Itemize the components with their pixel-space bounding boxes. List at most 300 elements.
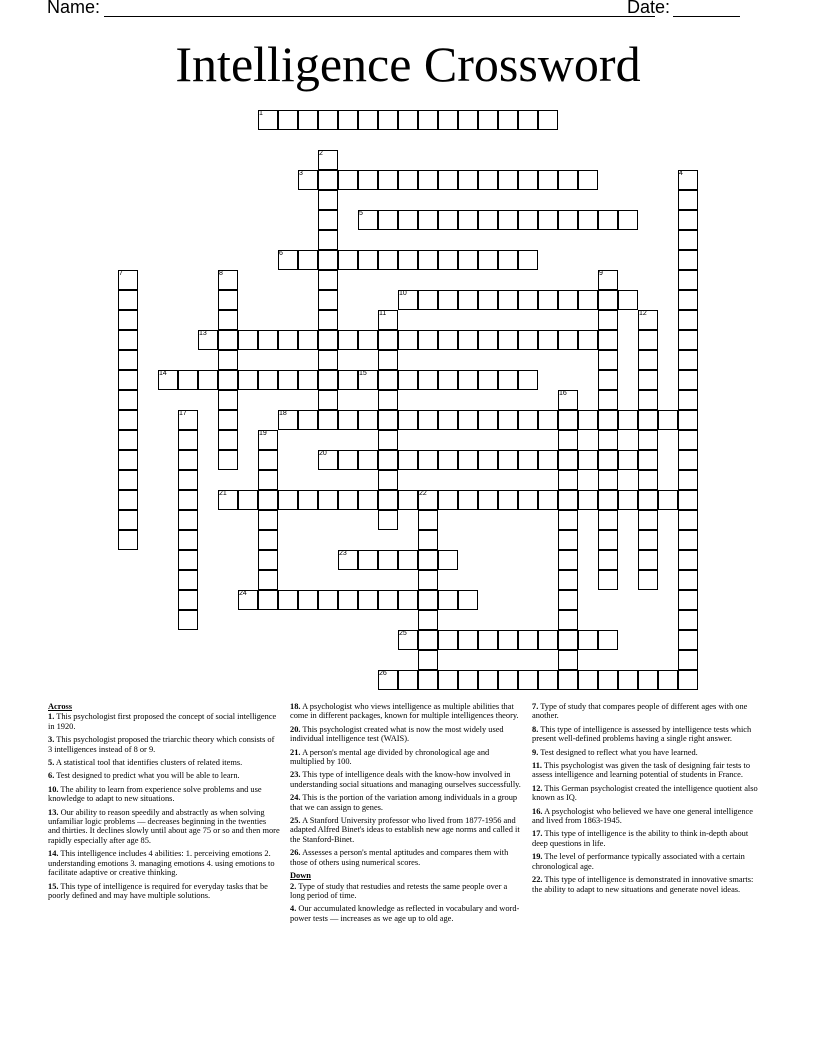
grid-cell[interactable] — [398, 250, 418, 270]
grid-cell[interactable] — [118, 330, 138, 350]
grid-cell[interactable] — [178, 510, 198, 530]
grid-cell[interactable] — [598, 450, 618, 470]
grid-cell[interactable] — [638, 350, 658, 370]
grid-cell[interactable] — [338, 450, 358, 470]
grid-cell[interactable] — [458, 370, 478, 390]
grid-cell[interactable] — [178, 370, 198, 390]
grid-cell[interactable] — [498, 370, 518, 390]
grid-cell[interactable] — [218, 430, 238, 450]
grid-cell[interactable] — [298, 410, 318, 430]
grid-cell[interactable] — [418, 610, 438, 630]
grid-cell[interactable] — [378, 590, 398, 610]
grid-cell[interactable] — [438, 330, 458, 350]
grid-cell[interactable] — [398, 670, 418, 690]
grid-cell[interactable] — [678, 190, 698, 210]
grid-cell[interactable] — [438, 250, 458, 270]
grid-cell[interactable] — [498, 170, 518, 190]
grid-cell[interactable] — [458, 250, 478, 270]
grid-cell[interactable] — [538, 630, 558, 650]
grid-cell[interactable] — [458, 490, 478, 510]
grid-cell[interactable] — [678, 550, 698, 570]
grid-cell[interactable] — [358, 450, 378, 470]
grid-cell[interactable] — [678, 210, 698, 230]
grid-cell[interactable] — [178, 570, 198, 590]
grid-cell[interactable] — [378, 350, 398, 370]
grid-cell[interactable] — [578, 490, 598, 510]
grid-cell[interactable] — [358, 330, 378, 350]
grid-cell[interactable] — [638, 550, 658, 570]
grid-cell[interactable] — [358, 110, 378, 130]
grid-cell[interactable] — [118, 450, 138, 470]
grid-cell[interactable] — [338, 170, 358, 190]
grid-cell[interactable] — [558, 610, 578, 630]
grid-cell[interactable] — [538, 410, 558, 430]
grid-cell[interactable] — [458, 210, 478, 230]
grid-cell[interactable] — [118, 370, 138, 390]
grid-cell[interactable] — [678, 230, 698, 250]
grid-cell[interactable] — [378, 370, 398, 390]
grid-cell[interactable] — [418, 650, 438, 670]
grid-cell[interactable] — [318, 250, 338, 270]
grid-cell[interactable] — [678, 590, 698, 610]
grid-cell[interactable] — [218, 390, 238, 410]
grid-cell[interactable] — [378, 170, 398, 190]
grid-cell[interactable] — [338, 590, 358, 610]
grid-cell[interactable] — [558, 170, 578, 190]
grid-cell[interactable] — [598, 390, 618, 410]
grid-cell[interactable] — [538, 490, 558, 510]
grid-cell[interactable] — [478, 410, 498, 430]
grid-cell[interactable] — [398, 590, 418, 610]
grid-cell[interactable] — [678, 430, 698, 450]
grid-cell[interactable] — [598, 370, 618, 390]
grid-cell[interactable] — [418, 590, 438, 610]
grid-cell[interactable] — [218, 290, 238, 310]
grid-cell[interactable] — [678, 370, 698, 390]
grid-cell[interactable] — [558, 330, 578, 350]
grid-cell[interactable] — [558, 530, 578, 550]
grid-cell[interactable] — [298, 490, 318, 510]
grid-cell[interactable] — [598, 210, 618, 230]
grid-cell[interactable] — [258, 550, 278, 570]
grid-cell[interactable] — [318, 370, 338, 390]
grid-cell[interactable] — [618, 210, 638, 230]
grid-cell[interactable] — [678, 270, 698, 290]
grid-cell[interactable] — [558, 430, 578, 450]
grid-cell[interactable] — [318, 410, 338, 430]
grid-cell[interactable] — [598, 430, 618, 450]
grid-cell[interactable] — [458, 290, 478, 310]
grid-cell[interactable] — [178, 490, 198, 510]
grid-cell[interactable] — [258, 470, 278, 490]
grid-cell[interactable] — [118, 510, 138, 530]
grid-cell[interactable] — [618, 670, 638, 690]
grid-cell[interactable] — [638, 530, 658, 550]
grid-cell[interactable] — [458, 590, 478, 610]
grid-cell[interactable] — [298, 110, 318, 130]
grid-cell[interactable] — [618, 410, 638, 430]
grid-cell[interactable] — [118, 490, 138, 510]
grid-cell[interactable] — [218, 310, 238, 330]
grid-cell[interactable] — [458, 450, 478, 470]
grid-cell[interactable] — [418, 670, 438, 690]
grid-cell[interactable] — [378, 470, 398, 490]
grid-cell[interactable] — [398, 450, 418, 470]
grid-cell[interactable] — [338, 110, 358, 130]
grid-cell[interactable] — [678, 350, 698, 370]
grid-cell[interactable] — [438, 370, 458, 390]
grid-cell[interactable] — [258, 450, 278, 470]
grid-cell[interactable] — [638, 410, 658, 430]
grid-cell[interactable] — [518, 170, 538, 190]
grid-cell[interactable] — [518, 450, 538, 470]
grid-cell[interactable] — [438, 410, 458, 430]
grid-cell[interactable] — [598, 350, 618, 370]
grid-cell[interactable] — [438, 550, 458, 570]
grid-cell[interactable] — [578, 330, 598, 350]
grid-cell[interactable] — [678, 390, 698, 410]
grid-cell[interactable] — [538, 210, 558, 230]
grid-cell[interactable] — [558, 590, 578, 610]
grid-cell[interactable] — [598, 470, 618, 490]
grid-cell[interactable] — [538, 170, 558, 190]
grid-cell[interactable] — [598, 570, 618, 590]
grid-cell[interactable] — [598, 330, 618, 350]
grid-cell[interactable] — [678, 330, 698, 350]
grid-cell[interactable] — [558, 470, 578, 490]
grid-cell[interactable] — [338, 250, 358, 270]
grid-cell[interactable] — [338, 410, 358, 430]
grid-cell[interactable] — [478, 630, 498, 650]
grid-cell[interactable] — [118, 310, 138, 330]
grid-cell[interactable] — [438, 630, 458, 650]
grid-cell[interactable] — [558, 550, 578, 570]
grid-cell[interactable] — [398, 330, 418, 350]
grid-cell[interactable] — [558, 650, 578, 670]
grid-cell[interactable] — [438, 490, 458, 510]
grid-cell[interactable] — [638, 670, 658, 690]
grid-cell[interactable] — [318, 170, 338, 190]
grid-cell[interactable] — [218, 370, 238, 390]
grid-cell[interactable] — [118, 470, 138, 490]
grid-cell[interactable] — [278, 490, 298, 510]
grid-cell[interactable] — [518, 490, 538, 510]
grid-cell[interactable] — [418, 410, 438, 430]
grid-cell[interactable] — [258, 510, 278, 530]
grid-cell[interactable] — [398, 210, 418, 230]
grid-cell[interactable] — [558, 290, 578, 310]
grid-cell[interactable] — [318, 270, 338, 290]
grid-cell[interactable] — [558, 630, 578, 650]
grid-cell[interactable] — [178, 590, 198, 610]
grid-cell[interactable] — [418, 250, 438, 270]
grid-cell[interactable] — [478, 670, 498, 690]
grid-cell[interactable] — [618, 450, 638, 470]
grid-cell[interactable] — [518, 670, 538, 690]
grid-cell[interactable] — [218, 330, 238, 350]
grid-cell[interactable] — [678, 670, 698, 690]
grid-cell[interactable] — [378, 490, 398, 510]
grid-cell[interactable] — [298, 330, 318, 350]
grid-cell[interactable] — [478, 290, 498, 310]
grid-cell[interactable] — [298, 370, 318, 390]
grid-cell[interactable] — [398, 550, 418, 570]
grid-cell[interactable] — [118, 390, 138, 410]
grid-cell[interactable] — [598, 530, 618, 550]
grid-cell[interactable] — [278, 590, 298, 610]
grid-cell[interactable] — [318, 310, 338, 330]
grid-cell[interactable] — [678, 610, 698, 630]
grid-cell[interactable] — [378, 550, 398, 570]
grid-cell[interactable] — [438, 590, 458, 610]
grid-cell[interactable] — [498, 330, 518, 350]
grid-cell[interactable] — [418, 330, 438, 350]
grid-cell[interactable] — [678, 290, 698, 310]
grid-cell[interactable] — [258, 590, 278, 610]
grid-cell[interactable] — [498, 670, 518, 690]
grid-cell[interactable] — [358, 490, 378, 510]
grid-cell[interactable] — [378, 430, 398, 450]
grid-cell[interactable] — [518, 210, 538, 230]
grid-cell[interactable] — [478, 210, 498, 230]
grid-cell[interactable] — [358, 170, 378, 190]
grid-cell[interactable] — [378, 510, 398, 530]
grid-cell[interactable] — [318, 230, 338, 250]
grid-cell[interactable] — [398, 490, 418, 510]
grid-cell[interactable] — [178, 530, 198, 550]
grid-cell[interactable] — [598, 550, 618, 570]
grid-cell[interactable] — [558, 450, 578, 470]
grid-cell[interactable] — [418, 550, 438, 570]
grid-cell[interactable] — [318, 590, 338, 610]
grid-cell[interactable] — [298, 250, 318, 270]
grid-cell[interactable] — [618, 290, 638, 310]
grid-cell[interactable] — [598, 290, 618, 310]
grid-cell[interactable] — [178, 450, 198, 470]
grid-cell[interactable] — [378, 110, 398, 130]
grid-cell[interactable] — [358, 550, 378, 570]
grid-cell[interactable] — [658, 490, 678, 510]
grid-cell[interactable] — [478, 330, 498, 350]
grid-cell[interactable] — [378, 330, 398, 350]
grid-cell[interactable] — [678, 310, 698, 330]
grid-cell[interactable] — [638, 330, 658, 350]
grid-cell[interactable] — [218, 450, 238, 470]
grid-cell[interactable] — [258, 330, 278, 350]
grid-cell[interactable] — [118, 410, 138, 430]
grid-cell[interactable] — [598, 310, 618, 330]
grid-cell[interactable] — [438, 290, 458, 310]
grid-cell[interactable] — [418, 290, 438, 310]
grid-cell[interactable] — [458, 170, 478, 190]
grid-cell[interactable] — [498, 450, 518, 470]
grid-cell[interactable] — [498, 290, 518, 310]
grid-cell[interactable] — [358, 250, 378, 270]
grid-cell[interactable] — [238, 330, 258, 350]
grid-cell[interactable] — [518, 410, 538, 430]
grid-cell[interactable] — [578, 630, 598, 650]
grid-cell[interactable] — [458, 330, 478, 350]
grid-cell[interactable] — [318, 390, 338, 410]
grid-cell[interactable] — [638, 490, 658, 510]
grid-cell[interactable] — [638, 450, 658, 470]
grid-cell[interactable] — [458, 630, 478, 650]
grid-cell[interactable] — [678, 470, 698, 490]
grid-cell[interactable] — [558, 210, 578, 230]
grid-cell[interactable] — [558, 670, 578, 690]
grid-cell[interactable] — [318, 210, 338, 230]
grid-cell[interactable] — [478, 450, 498, 470]
grid-cell[interactable] — [618, 490, 638, 510]
grid-cell[interactable] — [638, 510, 658, 530]
grid-cell[interactable] — [678, 570, 698, 590]
grid-cell[interactable] — [638, 470, 658, 490]
grid-cell[interactable] — [398, 370, 418, 390]
grid-cell[interactable] — [378, 210, 398, 230]
grid-cell[interactable] — [518, 290, 538, 310]
grid-cell[interactable] — [418, 630, 438, 650]
grid-cell[interactable] — [258, 530, 278, 550]
grid-cell[interactable] — [338, 490, 358, 510]
grid-cell[interactable] — [418, 570, 438, 590]
grid-cell[interactable] — [398, 110, 418, 130]
grid-cell[interactable] — [118, 350, 138, 370]
grid-cell[interactable] — [638, 430, 658, 450]
grid-cell[interactable] — [438, 210, 458, 230]
grid-cell[interactable] — [198, 370, 218, 390]
grid-cell[interactable] — [318, 290, 338, 310]
grid-cell[interactable] — [438, 110, 458, 130]
grid-cell[interactable] — [258, 570, 278, 590]
grid-cell[interactable] — [498, 490, 518, 510]
grid-cell[interactable] — [258, 490, 278, 510]
grid-cell[interactable] — [278, 110, 298, 130]
grid-cell[interactable] — [318, 190, 338, 210]
grid-cell[interactable] — [518, 370, 538, 390]
grid-cell[interactable] — [378, 390, 398, 410]
grid-cell[interactable] — [218, 410, 238, 430]
grid-cell[interactable] — [378, 250, 398, 270]
grid-cell[interactable] — [638, 370, 658, 390]
grid-cell[interactable] — [678, 450, 698, 470]
grid-cell[interactable] — [598, 490, 618, 510]
grid-cell[interactable] — [498, 110, 518, 130]
grid-cell[interactable] — [278, 330, 298, 350]
grid-cell[interactable] — [178, 610, 198, 630]
grid-cell[interactable] — [258, 370, 278, 390]
grid-cell[interactable] — [678, 630, 698, 650]
grid-cell[interactable] — [418, 170, 438, 190]
grid-cell[interactable] — [678, 510, 698, 530]
grid-cell[interactable] — [358, 590, 378, 610]
grid-cell[interactable] — [578, 670, 598, 690]
grid-cell[interactable] — [498, 410, 518, 430]
grid-cell[interactable] — [598, 510, 618, 530]
grid-cell[interactable] — [498, 210, 518, 230]
grid-cell[interactable] — [518, 250, 538, 270]
grid-cell[interactable] — [518, 630, 538, 650]
grid-cell[interactable] — [678, 650, 698, 670]
grid-cell[interactable] — [538, 670, 558, 690]
grid-cell[interactable] — [478, 250, 498, 270]
grid-cell[interactable] — [218, 350, 238, 370]
grid-cell[interactable] — [658, 670, 678, 690]
grid-cell[interactable] — [438, 170, 458, 190]
grid-cell[interactable] — [338, 330, 358, 350]
grid-cell[interactable] — [578, 410, 598, 430]
grid-cell[interactable] — [118, 290, 138, 310]
grid-cell[interactable] — [438, 670, 458, 690]
grid-cell[interactable] — [238, 490, 258, 510]
grid-cell[interactable] — [178, 470, 198, 490]
grid-cell[interactable] — [498, 250, 518, 270]
grid-cell[interactable] — [118, 430, 138, 450]
grid-cell[interactable] — [598, 670, 618, 690]
grid-cell[interactable] — [378, 410, 398, 430]
grid-cell[interactable] — [318, 330, 338, 350]
grid-cell[interactable] — [578, 170, 598, 190]
grid-cell[interactable] — [518, 330, 538, 350]
grid-cell[interactable] — [638, 570, 658, 590]
grid-cell[interactable] — [478, 110, 498, 130]
grid-cell[interactable] — [478, 170, 498, 190]
grid-cell[interactable] — [658, 410, 678, 430]
grid-cell[interactable] — [498, 630, 518, 650]
grid-cell[interactable] — [398, 410, 418, 430]
grid-cell[interactable] — [578, 290, 598, 310]
grid-cell[interactable] — [638, 390, 658, 410]
grid-cell[interactable] — [458, 410, 478, 430]
grid-cell[interactable] — [678, 410, 698, 430]
grid-cell[interactable] — [478, 370, 498, 390]
grid-cell[interactable] — [438, 450, 458, 470]
grid-cell[interactable] — [518, 110, 538, 130]
grid-cell[interactable] — [558, 570, 578, 590]
grid-cell[interactable] — [418, 450, 438, 470]
grid-cell[interactable] — [578, 450, 598, 470]
grid-cell[interactable] — [478, 490, 498, 510]
grid-cell[interactable] — [598, 630, 618, 650]
grid-cell[interactable] — [458, 670, 478, 690]
grid-cell[interactable] — [358, 410, 378, 430]
grid-cell[interactable] — [178, 550, 198, 570]
grid-cell[interactable] — [418, 370, 438, 390]
grid-cell[interactable] — [558, 490, 578, 510]
grid-cell[interactable] — [118, 530, 138, 550]
grid-cell[interactable] — [678, 530, 698, 550]
grid-cell[interactable] — [178, 430, 198, 450]
grid-cell[interactable] — [538, 450, 558, 470]
grid-cell[interactable] — [578, 210, 598, 230]
grid-cell[interactable] — [378, 450, 398, 470]
grid-cell[interactable] — [418, 110, 438, 130]
grid-cell[interactable] — [538, 330, 558, 350]
grid-cell[interactable] — [338, 370, 358, 390]
grid-cell[interactable] — [398, 170, 418, 190]
grid-cell[interactable] — [678, 490, 698, 510]
grid-cell[interactable] — [458, 110, 478, 130]
grid-cell[interactable] — [598, 410, 618, 430]
grid-cell[interactable] — [318, 490, 338, 510]
grid-cell[interactable] — [558, 410, 578, 430]
grid-cell[interactable] — [538, 290, 558, 310]
grid-cell[interactable] — [318, 110, 338, 130]
grid-cell[interactable] — [558, 510, 578, 530]
grid-cell[interactable] — [418, 510, 438, 530]
grid-cell[interactable] — [318, 350, 338, 370]
grid-cell[interactable] — [418, 530, 438, 550]
grid-cell[interactable] — [298, 590, 318, 610]
